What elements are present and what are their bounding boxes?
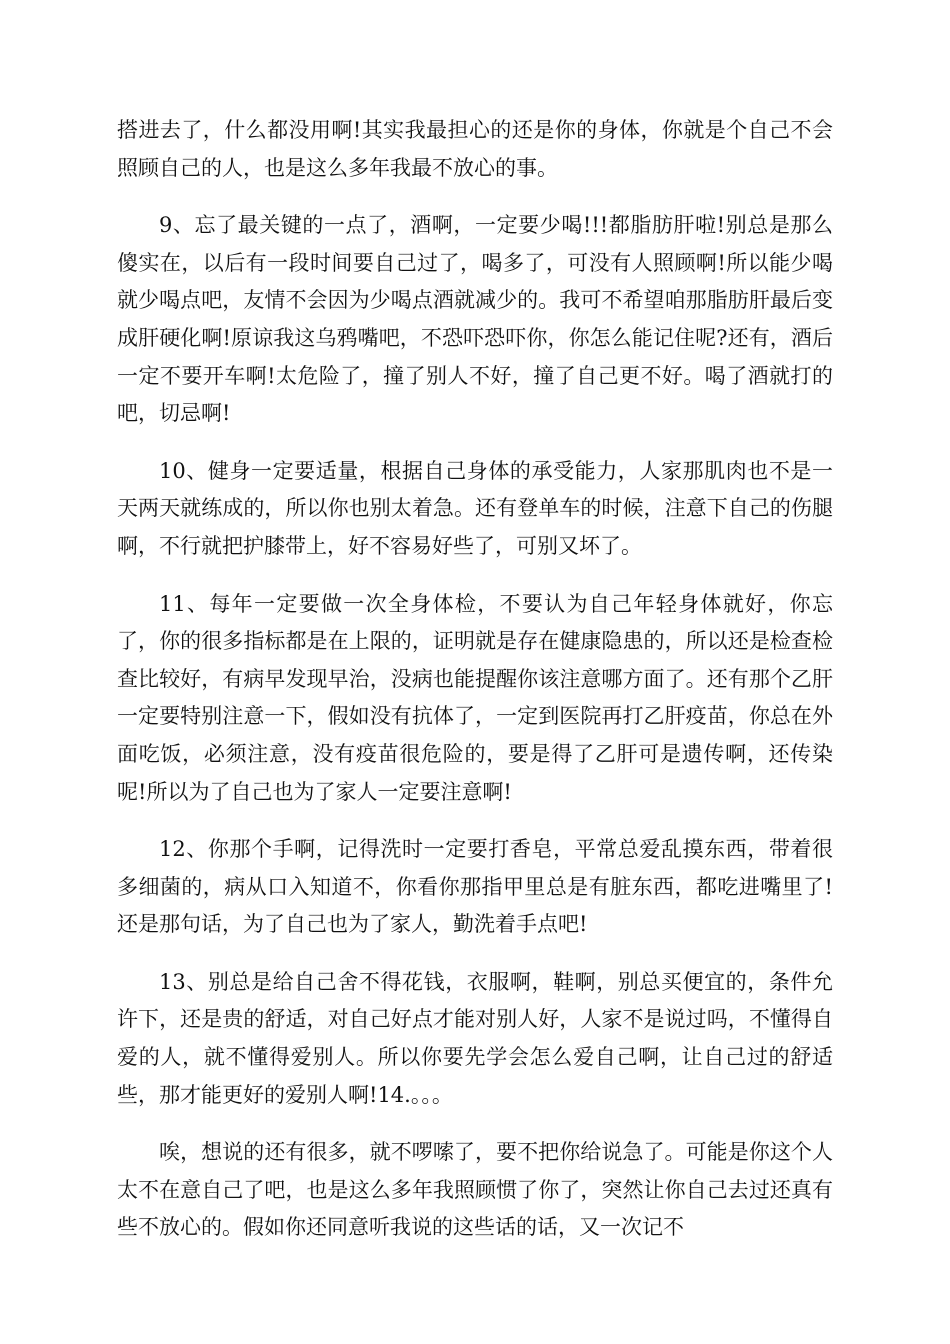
paragraph-closing: 唉，想说的还有很多，就不啰嗦了，要不把你给说急了。可能是你这个人太不在意自己了吧，也是这么多年我照顾惯了你了，突然让你自己去过还真有些不放心的。假如你还同意听我说的这些话的话，又一次记不 bbox=[117, 1140, 833, 1240]
paragraph-12-handwashing: 12、你那个手啊，记得洗时一定要打香皂，平常总爱乱摸东西，带着很多细菌的，病从口入知道不，你看你那指甲里总是有脏东西，都吃进嘴里了!还是那句话，为了自己也为了家人，勤洗着手点吧! bbox=[117, 837, 833, 937]
document-body bbox=[117, 112, 833, 1267]
paragraph-9-alcohol: 9、忘了最关键的一点了，酒啊，一定要少喝!!!都脂肪肝啦!别总是那么傻实在，以后有一段时间要自己过了，喝多了，可没有人照顾啊!所以能少喝就少喝点吧，友情不会因为少喝点酒就减少的。我可不希望咱那脂肪肝最后变成肝硬化啊!原谅我这乌鸦嘴吧，不恐吓恐吓你，你怎么能记住呢?还有，酒后一定不要开车啊!太危险了，撞了别人不好，撞了自己更不好。喝了酒就打的吧，切忌啊! bbox=[117, 213, 833, 426]
paragraph-13-self-care: 13、别总是给自己舍不得花钱，衣服啊，鞋啊，别总买便宜的，条件允许下，还是贵的舒适，对自己好点才能对别人好，人家不是说过吗，不懂得自爱的人，就不懂得爱别人。所以你要先学会怎么爱自己啊，让自己过的舒适些，那才能更好的爱别人啊!14.。。。 bbox=[117, 969, 833, 1107]
paragraph-continuation: 搭进去了，什么都没用啊!其实我最担心的还是你的身体，你就是个自己不会照顾自己的人，也是这么多年我最不放心的事。 bbox=[117, 118, 833, 180]
paragraph-11-checkup: 11、每年一定要做一次全身体检，不要认为自己年轻身体就好，你忘了，你的很多指标都是在上限的，证明就是存在健康隐患的，所以还是检查检查比较好，有病早发现早治，没病也能提醒你该注意哪方面了。还有那个乙肝一定要特别注意一下，假如没有抗体了，一定到医院再打乙肝疫苗，你总在外面吃饭，必须注意，没有疫苗很危险的，要是得了乙肝可是遗传啊，还传染呢!所以为了自己也为了家人一定要注意啊! bbox=[117, 591, 833, 804]
paragraph-10-fitness: 10、健身一定要适量，根据自己身体的承受能力，人家那肌肉也不是一天两天就练成的，所以你也别太着急。还有登单车的时候，注意下自己的伤腿啊，不行就把护膝带上，好不容易好些了，可别又坏了。 bbox=[117, 458, 833, 558]
